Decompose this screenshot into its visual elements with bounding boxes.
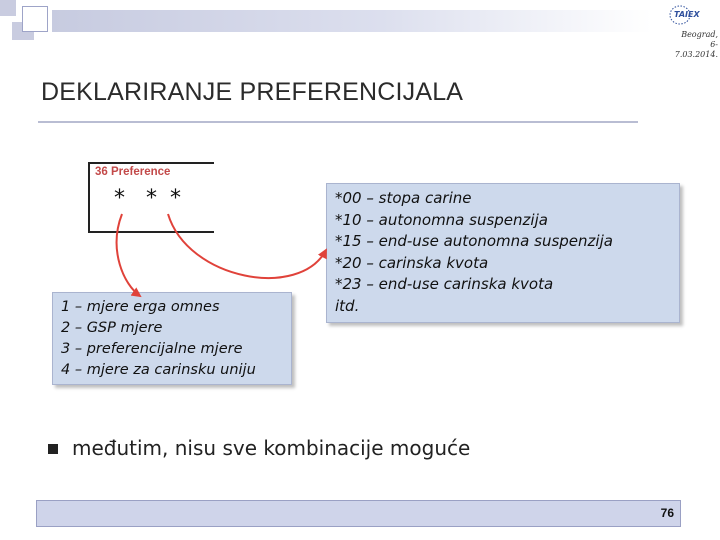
callout-line: *10 – autonomna suspenzija [335,210,548,229]
place-date [672,30,718,60]
callout-line: itd. [335,296,360,315]
title-divider [38,121,638,123]
page-title: DEKLARIRANJE PREFERENCIJALA [41,78,464,106]
callout-line: 3 – preferencijalne mjere [61,341,243,357]
left-callout [52,292,292,385]
callout-line: *15 – end-use autonomna suspenzija [335,232,613,250]
callout-line: 1 – mjere erga omnes [61,299,220,315]
decor-square [0,0,16,16]
header-band [52,10,652,32]
footer-bar [36,500,681,527]
bullet-text: međutim, nisu sve kombinacije moguće [72,436,471,460]
field-star: * [114,186,125,211]
right-callout [326,183,680,323]
place-line: Beograd, [681,30,718,39]
decor-square-outline [22,6,48,32]
logo-text: TAIEX [674,10,700,19]
preference-field-label: 36 Preference [95,166,171,178]
callout-line: *00 – stopa carine [335,189,472,207]
callout-line: *23 – end-use carinska kvota [335,275,554,293]
page-number: 76 [660,506,674,520]
callout-line: 4 – mjere za carinsku uniju [61,362,256,378]
bullet-square-icon [48,444,58,454]
callout-line: *20 – carinska kvota [335,253,489,272]
field-star: * [146,186,157,211]
field-star: * [170,186,181,211]
date-line: 6-7.03.2014. [674,40,718,59]
callout-line: 2 – GSP mjere [61,320,163,336]
